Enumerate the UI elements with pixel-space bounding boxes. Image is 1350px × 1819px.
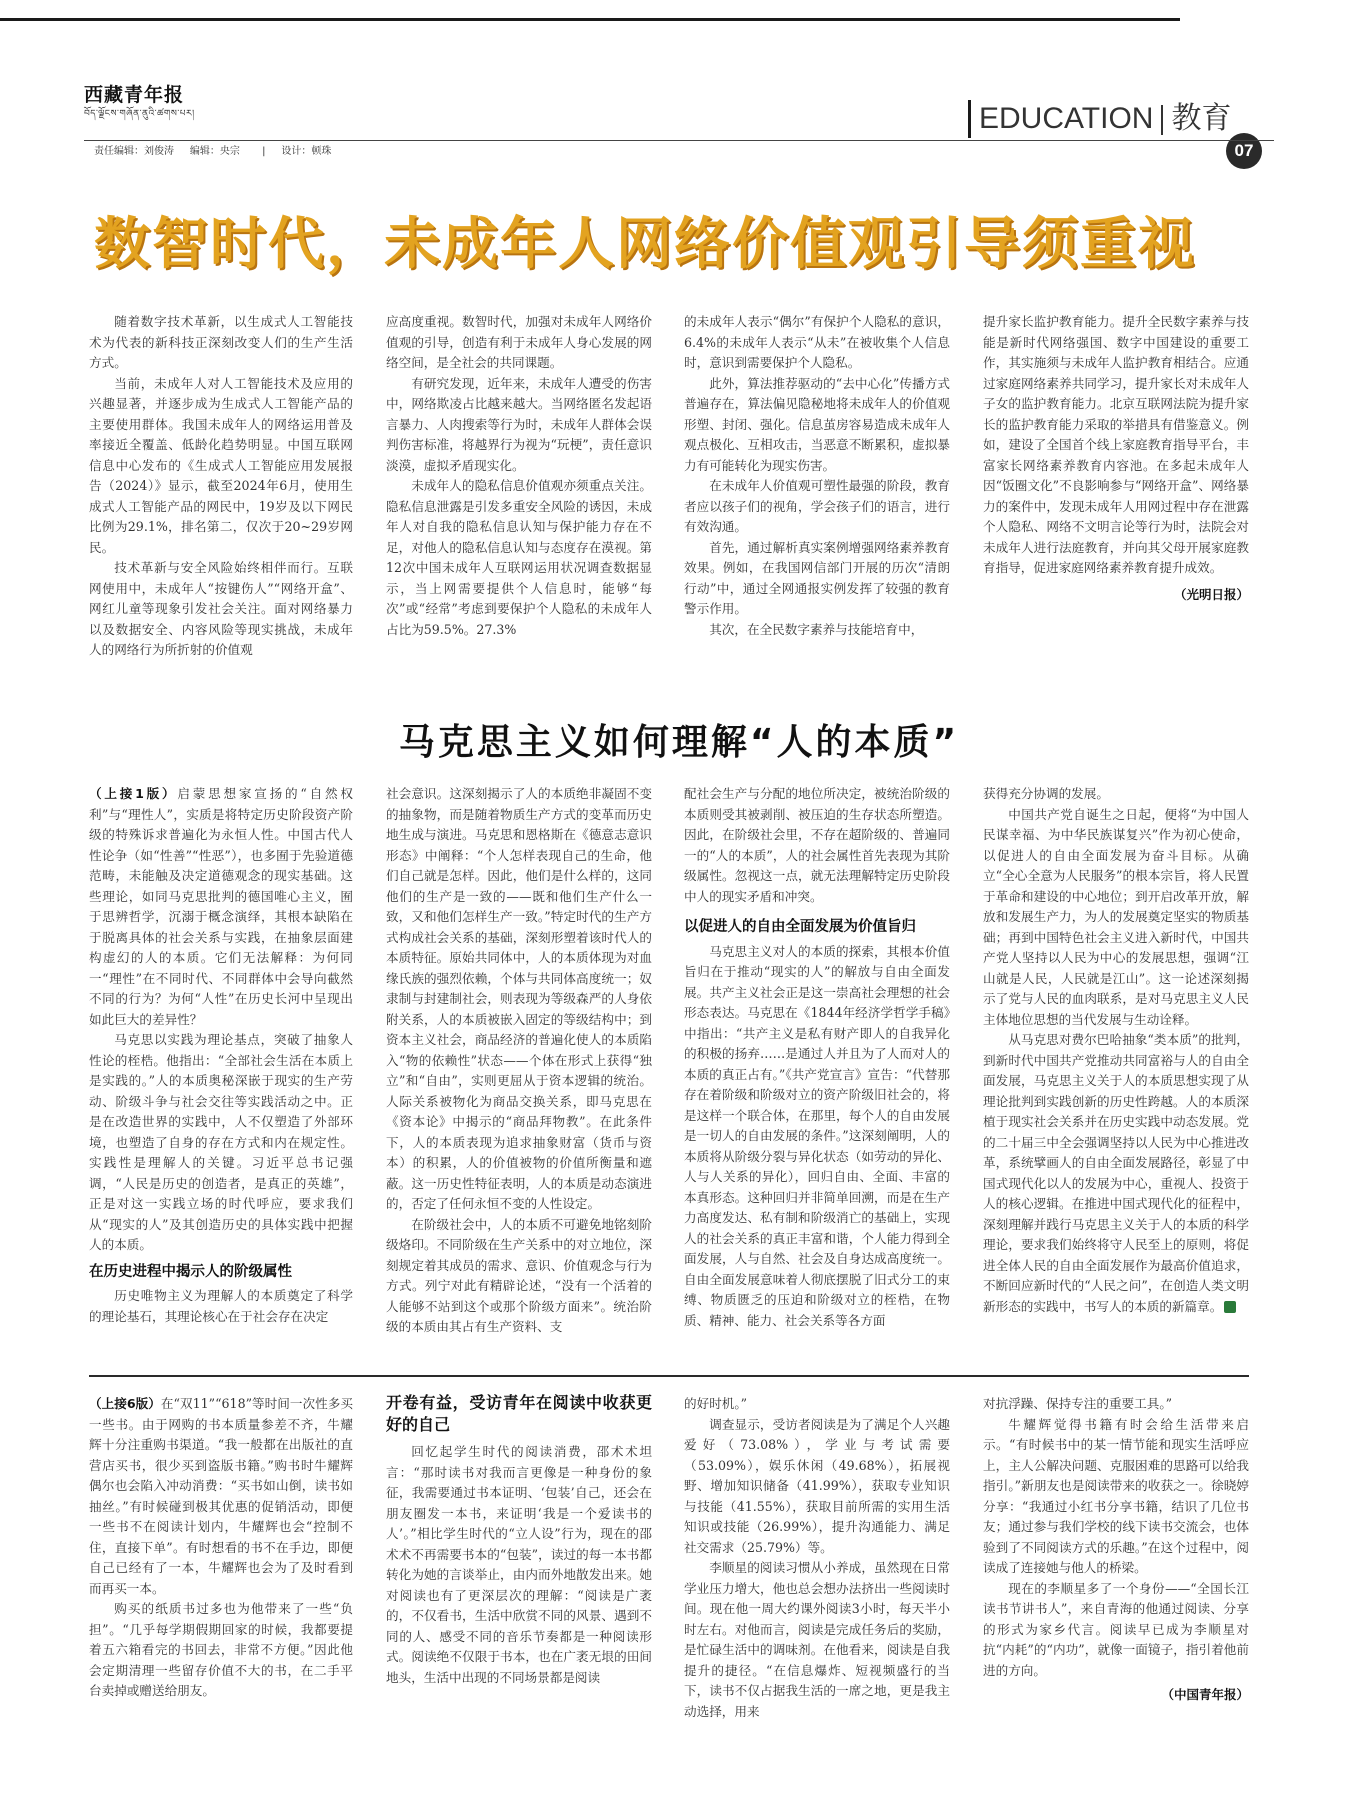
paragraph: 马克思主义对人的本质的探索，其根本价值旨归在于推动“现实的人”的解放与自由全面发展。共产主义社会正是这一崇高社会理想的社会形态表达。马克思在《1844年经济学哲学手稿》中指出：“共产主义是私有财产即人的自我异化的积极的扬弃……是通过人并且为了人而对人的本质的真正占有。”《共产党宣言》宣告：“代替那存在着阶级和阶级对立的资产阶级旧社会的，将是这样一个联合体，在那里，每个人的自由发展是一切人的自由发展的条件。”这深刻阐明，人的本质将从阶级分裂与异化状态（如劳动的异化、人与人关系的异化），回归自由、全面、丰富的本真形态。这种回归并非简单回溯，而是在生产力高度发达、私有制和阶级消亡的基础上，实现人的社会关系的真正丰富和谐，个人能力得到全面发展，人与自然、社会及自身达成高度统一。自由全面发展意味着人彻底摆脱了旧式分工的束缚、物质匮乏的压迫和阶级对立的桎梏，在物质、精神、能力、社会关系等各方面 [684,943,950,1328]
article1-col4 [983,312,1249,605]
article2-subheading-2: 以促进人的自由全面发展为价值旨归 [684,919,916,935]
paragraph: 的未成年人表示“偶尔”有保护个人隐私的意识，6.4%的未成年人表示“从未”在被收集个人信息时，意识到需要保护个人隐私。 [684,314,950,370]
paragraph: 购买的纸质书过多也为他带来了一些“负担”。“几乎每学期假期回家的时候，我都要提着五六箱看完的书回去，非常不方便。”因此他会定期清理一些留存价值不大的书，在二手平台卖掉或赠送给朋友。 [89,1601,353,1698]
article2-title: 马克思主义如何理解“人的本质” [398,722,960,763]
page-number: 07 [1226,133,1262,169]
article-divider [89,1375,1249,1377]
paragraph-text: 从马克思对费尔巴哈抽象“类本质”的批判，到新时代中国共产党推动共同富裕与人的自由全面发展，马克思主义关于人的本质思想实现了从理论批判到实践创新的历史性跨越。人的本质深植于现实社会关系并在历史实践中动态发展。党的二十届三中全会强调坚持以人民为中心推进改革，系统擘画人的自由全面发展路径，彰显了中国式现代化以人的发展为中心，重视人、投资于人的核心逻辑。在推进中国式现代化的征程中，深刻理解并践行马克思主义关于人的本质的科学理论，要求我们始终将守人民至上的原则，将促进全体人民的自由全面发展作为最高价值追求，不断回应新时代的“人民之问”，在创造人类文明新形态的实践中，书写人的本质的新篇章。 [983,1032,1249,1314]
paragraph: 提升家长监护教育能力。提升全民数字素养与技能是新时代网络强国、数字中国建设的重要工作，其实施须与未成年人监护教育相结合。应通过家庭网络素养共同学习，提升家长对未成年人子女的监护教育能力。北京互联网法院为提升家长的监护教育能力采取的举措具有借鉴意义。例如，建设了全国首个线上家庭教育指导平台，丰富家长网络素养教育内容池。在多起未成年人因“饭圈文化”不良影响参与“网络开盒”、网络暴力的案件中，发现未成年人用网过程中存在泄露个人隐私、网络不文明言论等行为时，法院会对未成年人进行法庭教育，并向其父母开展家庭教育指导，促进家庭网络素养教育提升成效。 [983,314,1249,575]
paragraph: 未成年人的隐私信息价值观亦须重点关注。隐私信息泄露是引发多重安全风险的诱因，未成年人对自我的隐私信息认知与保护能力存在不足，对他人的隐私信息认知与态度存在漠视。第12次中国未成年人互联网运用状况调查数据显示，当上网需要提供个人信息时，能够“每次”或“经常”考虑到要保护个人隐私的未成年人占比为59.5%。27.3% [386,478,652,637]
paragraph: 技术革新与安全风险始终相伴而行。互联网使用中，未成年人“按键伤人”“网络开盒”、网红儿童等现象引发社会关注。面对网络暴力以及数据安全、内容风险等现实挑战，未成年人的网络行为所折射的价值观 [89,560,353,657]
paragraph: 牛耀辉觉得书籍有时会给生活带来启示。“有时候书中的某一情节能和现实生活呼应上，主人公解决问题、克服困难的思路可以给我指引。”新朋友也是阅读带来的收获之一。徐晓婷分享：“我通过小红书分享书籍，结识了几位书友；通过参与我们学校的线下读书交流会，也体验到了不同阅读方式的乐趣。”在这个过程中，阅读成了连接她与他人的桥梁。 [983,1416,1249,1575]
paragraph: 配社会生产与分配的地位所决定，被统治阶级的本质则受其被剥削、被压迫的生存状态所塑造。因此，在阶级社会里，不存在超阶级的、普遍同一的“人的本质”，人的社会属性首先表现为其阶级属性。忽视这一点，就无法理解特定历史阶段中人的现实矛盾和冲突。 [684,786,950,904]
paragraph: 随着数字技术革新，以生成式人工智能技术为代表的新科技正深刻改变人们的生产生活方式。 [89,314,353,370]
masthead: 西藏青年报 [84,84,185,106]
masthead-tibetan: བོད་ལྗོངས་གཞོན་ནུའི་ཚགས་པར། [84,109,195,119]
article2-col1 [89,784,353,1327]
paragraph: 当前，未成年人对人工智能技术及应用的兴趣显著，并逐步成为生成式人工智能产品的主要使用群体。我国未成年人的网络运用普及率接近全覆盖、低龄化趋势明显。中国互联网信息中心发布的《生成式人工智能应用发展报告（2024）》显示，截至2024年6月，使用生成式人工智能产品的网民中，19岁及以下网民比例为29.1%，排名第二，仅次于20~29岁网民。 [89,375,353,555]
paragraph: 启蒙思想家宣扬的“自然权利”与“理性人”，实质是将特定历史阶段资产阶级的特殊诉求普遍化为永恒人性。中国古代人性论争（如“性善”“性恶”），也多囿于先验道德范畴，未能触及决定道德观念的现实基础。这些理论，如同马克思批判的德国唯心主义，囿于思辨哲学，沉溺于概念演绎，其根本缺陷在于脱离具体的社会关系与实践，在抽象层面建构虚幻的人的本质。它们无法解释：为何同一“理性”在不同时代、不同群体中会导向截然不同的行为？为何“人性”在历史长河中呈现出如此巨大的差异性？ [89,786,353,1027]
paragraph: 调查显示，受访者阅读是为了满足个人兴趣爱好（73.08%），学业与考试需要（53.09%），娱乐休闲（49.68%），拓展视野、增加知识储备（41.99%），获取专业知识与技能（41.55%），获取目前所需的实用生活知识或技能（26.99%），提升沟通能力、满足社交需求（25.79%）等。 [684,1416,950,1555]
section-en: EDUCATION [979,102,1154,135]
paragraph: 应高度重视。数智时代，加强对未成年人网络价值观的引导，创造有利于未成年人身心发展的网络空间，是全社会的共同课题。 [386,314,652,370]
end-mark-icon [1224,1301,1236,1313]
section-cn: 教育 [1171,102,1232,135]
article3-source: （中国青年报） [1161,1687,1249,1702]
article3-subheading: 开卷有益，受访青年在阅读中收获更好的自己 [386,1393,652,1434]
continued-from: （上接6版） [89,1396,161,1411]
paragraph [983,1030,1249,1317]
paragraph: 在未成年人价值观可塑性最强的阶段，教育者应以孩子们的视角，学会孩子们的语言，进行有效沟通。 [684,478,950,534]
paragraph: 中国共产党自诞生之日起，便将“为中国人民谋幸福、为中华民族谋复兴”作为初心使命，以促进人的自由全面发展为奋斗目标。从确立“全心全意为人民服务”的根本宗旨，将人民置于革命和建设的中心地位；到开启改革开放，解放和发展生产力，为人的发展奠定坚实的物质基础；再到中国特色社会主义进入新时代，中国共产党人坚持以人民为中心的发展思想，强调“江山就是人民，人民就是江山”。这一论述深刻揭示了党与人民的血肉联系，是对马克思主义人民主体地位思想的当代发展与生动诠释。 [983,806,1249,1027]
article2-subheading-1: 在历史进程中揭示人的阶级属性 [89,1263,292,1280]
section-label [968,100,1231,138]
section-divider [1161,105,1163,135]
top-rule [0,18,1180,21]
paragraph: 回忆起学生时代的阅读消费，邵术术坦言：“那时读书对我而言更像是一种身份的象征，我需要通过书本证明、‘包装’自己，还会在朋友圈发一本书，来证明‘我是一个爱读书的人’。”相比学生时代的“立人设”行为，现在的邵术术不再需要书本的“包装”，读过的每一本书都转化为她的言谈举止，由内而外地散发出来。她对阅读也有了更深层次的理解：“阅读是广袤的，不仅看书，生活中欣赏不同的风景、遇到不同的人、感受不同的音乐节奏都是一种阅读形式。阅读绝不仅限于书本，也在广袤无垠的田间地头，生活中出现的不同场景都是阅读 [386,1444,652,1685]
article2-col3 [684,784,950,1331]
paragraph: 李顺星的阅读习惯从小养成，虽然现在日常学业压力增大，他也总会想办法挤出一些阅读时间。现在他一周大约课外阅读3小时，每天半小时左右。对他而言，阅读是完成任务后的奖励，是忙碌生活中的调味剂。在他看来，阅读是自我提升的捷径。“在信息爆炸、短视频盛行的当下，读书不仅占据我生活的一席之地，更是我主动选择，用来 [684,1560,950,1719]
paragraph: 的好时机。” [684,1396,748,1411]
editors-line: 责任编辑：刘俊涛 编辑：央宗 | 设计：顿珠 [94,146,332,157]
article1-source: （光明日报） [1173,586,1249,602]
paragraph: 此外，算法推荐驱动的“去中心化”传播方式普遍存在，算法偏见隐秘地将未成年人的价值观形塑、封闭、强化。信息茧房容易造成未成年人观点极化、互相攻击，当恶意不断累积，虚拟暴力有可能转化为现实伤害。 [684,375,950,473]
paragraph: 在阶级社会中，人的本质不可避免地铭刻阶级烙印。不同阶级在生产关系中的对立地位，深刻规定着其成员的需求、意识、价值观念与行为方式。列宁对此有精辟论述，“没有一个活着的人能够不站到这个或那个阶级方面来”。统治阶级的本质由其占有生产资料、支 [386,1216,652,1334]
article2-col4 [983,784,1249,1317]
article1-col3 [684,312,950,640]
article3-col1 [89,1394,353,1702]
paragraph: 马克思以实践为理论基点，突破了抽象人性论的桎梏。他指出：“全部社会生活在本质上是实践的。”人的本质奥秘深嵌于现实的生产劳动、阶级斗争与社会交往等实践活动之中。正是在改造世界的实践中，人不仅塑造了外部环境，也塑造了自身的存在方式和内在规定性。实践性是理解人的关键。习近平总书记强调，“人民是历史的创造者，是真正的英雄”，正是对这一实践立场的时代呼应，要求我们从“现实的人”及其创造历史的具体实践中把握人的本质。 [89,1032,353,1252]
article2-col2 [386,784,652,1338]
article1-title: 数智时代，未成年人网络价值观引导须重视 [94,212,1196,277]
article3-col2 [386,1392,652,1688]
paragraph: 获得充分协调的发展。 [983,786,1109,801]
paragraph: 首先，通过解析真实案例增强网络素养教育效果。例如，在我国网信部门开展的历次“清朗行动”中，通过全网通报实例发挥了较强的教育警示作用。 [684,539,950,616]
paragraph: 现在的李顺星多了一个身份——“全国长江读书节讲书人”，来自青海的他通过阅读、分享的形式为家乡代言。阅读早已成为李顺星对抗“内耗”的“内功”，就像一面镜子，指引着他前进的方向。 [983,1580,1249,1678]
paragraph: 历史唯物主义为理解人的本质奠定了科学的理论基石，其理论核心在于社会存在决定 [89,1288,353,1324]
paragraph: 对抗浮躁、保持专注的重要工具。” [983,1396,1173,1411]
paragraph: 社会意识。这深刻揭示了人的本质绝非凝固不变的抽象物，而是随着物质生产方式的变革而历史地生成与演进。马克思和恩格斯在《德意志意识形态》中阐释：“个人怎样表现自己的生命，他们自己就是怎样。因此，他们是什么样的，这同他们的生产是一致的——既和他们生产什么一致，又和他们怎样生产一致。”特定时代的生产方式构成社会关系的基础，深刻形塑着该时代人的本质特征。原始共同体中，人的本质体现为对血缘氏族的强烈依赖，个体与共同体高度统一；奴隶制与封建制社会，则表现为等级森严的人身依附关系，人的本质被嵌入固定的等级结构中；到资本主义社会，商品经济的普遍化使人的本质陷入“物的依赖性”状态——个体在形式上获得“独立”和“自由”，实则更屈从于资本逻辑的统治。人际关系被物化为商品交换关系，即马克思在《资本论》中揭示的“商品拜物教”。在此条件下，人的本质表现为追求抽象财富（货币与资本）的积累，人的价值被物的价值所衡量和遮蔽。这一历史性特征表明，人的本质是动态演进的，否定了任何永恒不变的人性设定。 [386,786,652,1211]
article3-col3 [684,1394,950,1722]
paragraph: 其次，在全民数字素养与技能培育中， [709,621,924,637]
paragraph: 在“双11”“618”等时间一次性多买一些书。由于网购的书本质量参差不齐，牛耀辉十分注重购书渠道。“我一般都在出版社的直营店买书，很少买到盗版书籍。”购书时牛耀辉偶尔也会陷入冲动消费：“买书如山倒，读书如抽丝。”有时候碰到极其优惠的促销活动，即便一些书不在阅读计划内，牛耀辉也会“控制不住，直接下单”。有时想看的书不在手边，即便自己已经有了一本，牛耀辉也会为了及时看到而再买一本。 [89,1396,353,1596]
continued-from: （上接1版） [89,786,178,801]
article1-col2 [386,312,652,640]
article1-col1 [89,312,353,661]
header-rule [84,140,1274,141]
paragraph: 有研究发现，近年来，未成年人遭受的伤害中，网络欺凌占比越来越大。当网络匿名发起语言暴力、人肉搜索等行为时，未成年人群体会误判伤害标准，将越界行为视为“玩梗”，责任意识淡漠，虚拟矛盾现实化。 [386,375,652,473]
article3-col4 [983,1394,1249,1706]
